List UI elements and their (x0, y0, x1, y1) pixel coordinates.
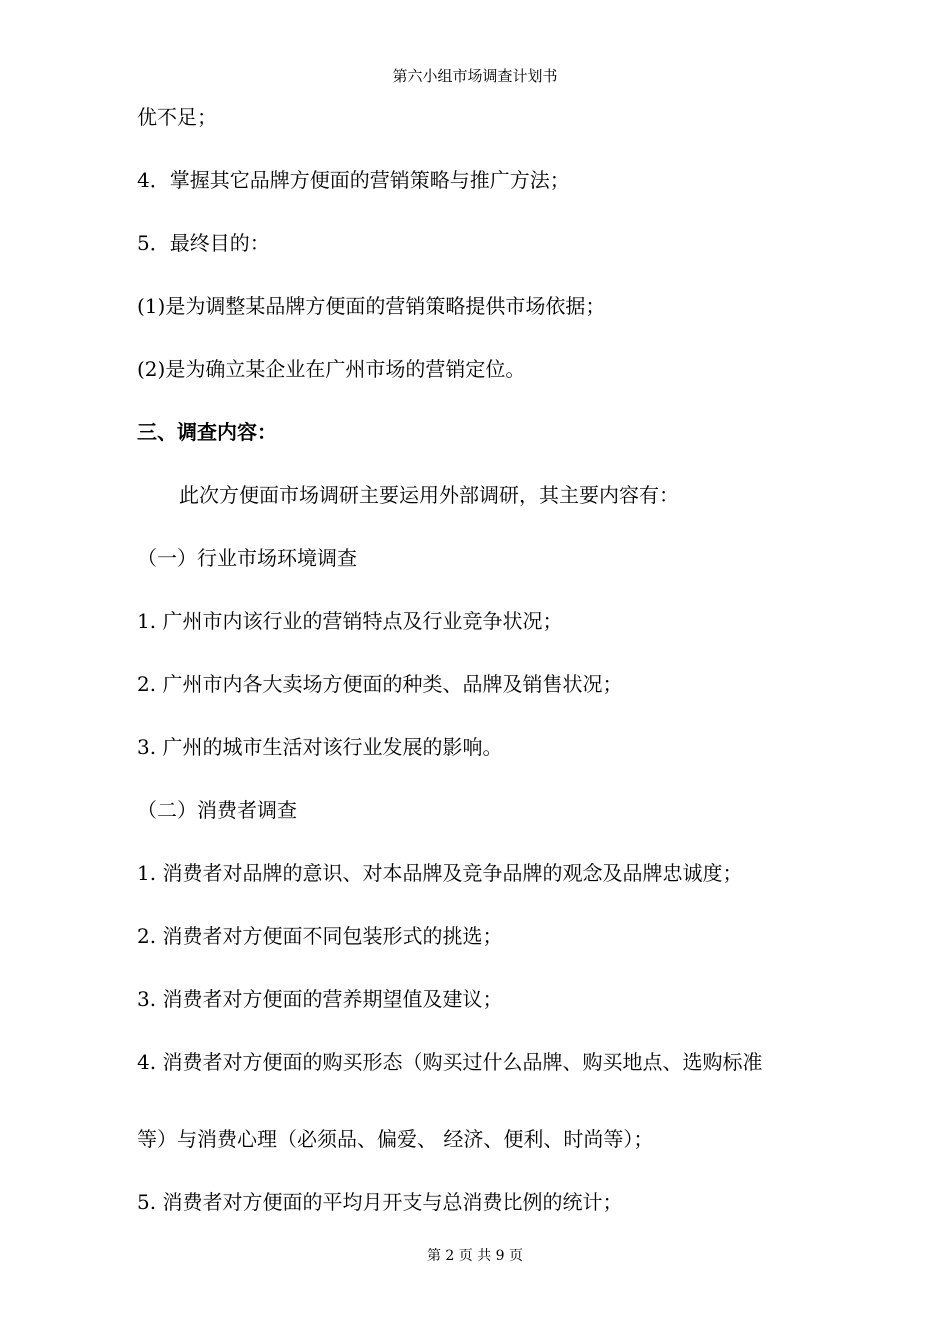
list-item: 2. 消费者对方便面不同包装形式的挑选； (137, 924, 503, 948)
text-line: (1)是为调整某品牌方便面的营销策略提供市场依据； (137, 294, 606, 318)
list-item: 3. 消费者对方便面的营养期望值及建议； (137, 987, 503, 1011)
list-item-continuation: 等）与消费心理（必须品、偏爱、 经济、便利、时尚等）； (137, 1127, 654, 1151)
list-item: 1. 消费者对品牌的意识、对本品牌及竞争品牌的观念及品牌忠诚度； (137, 861, 743, 885)
paragraph-intro: 此次方便面市场调研主要运用外部调研，其主要内容有： (179, 483, 679, 507)
text-line: 优不足； (137, 105, 217, 129)
subsection-heading: （一）行业市场环境调查 (137, 546, 357, 570)
list-item: 2. 广州市内各大卖场方便面的种类、品牌及销售状况； (137, 672, 623, 696)
list-item: 3. 广州的城市生活对该行业发展的影响。 (137, 735, 503, 759)
subsection-heading: （二）消费者调查 (137, 798, 297, 822)
text-line: (2)是为确立某企业在广州市场的营销定位。 (137, 357, 526, 381)
page-footer: 第 2 页 共 9 页 (426, 1248, 524, 1264)
page-header: 第六小组市场调查计划书 (392, 67, 558, 85)
list-item: 1. 广州市内该行业的营销特点及行业竞争状况； (137, 609, 563, 633)
text-line: 4．掌握其它品牌方便面的营销策略与推广方法； (137, 168, 570, 192)
section-heading: 三、调查内容： (137, 420, 277, 444)
list-item: 5. 消费者对方便面的平均月开支与总消费比例的统计； (137, 1190, 623, 1214)
text-line: 5．最终目的： (137, 231, 270, 255)
list-item: 4. 消费者对方便面的购买形态（购买过什么品牌、购买地点、选购标准 (137, 1050, 763, 1074)
